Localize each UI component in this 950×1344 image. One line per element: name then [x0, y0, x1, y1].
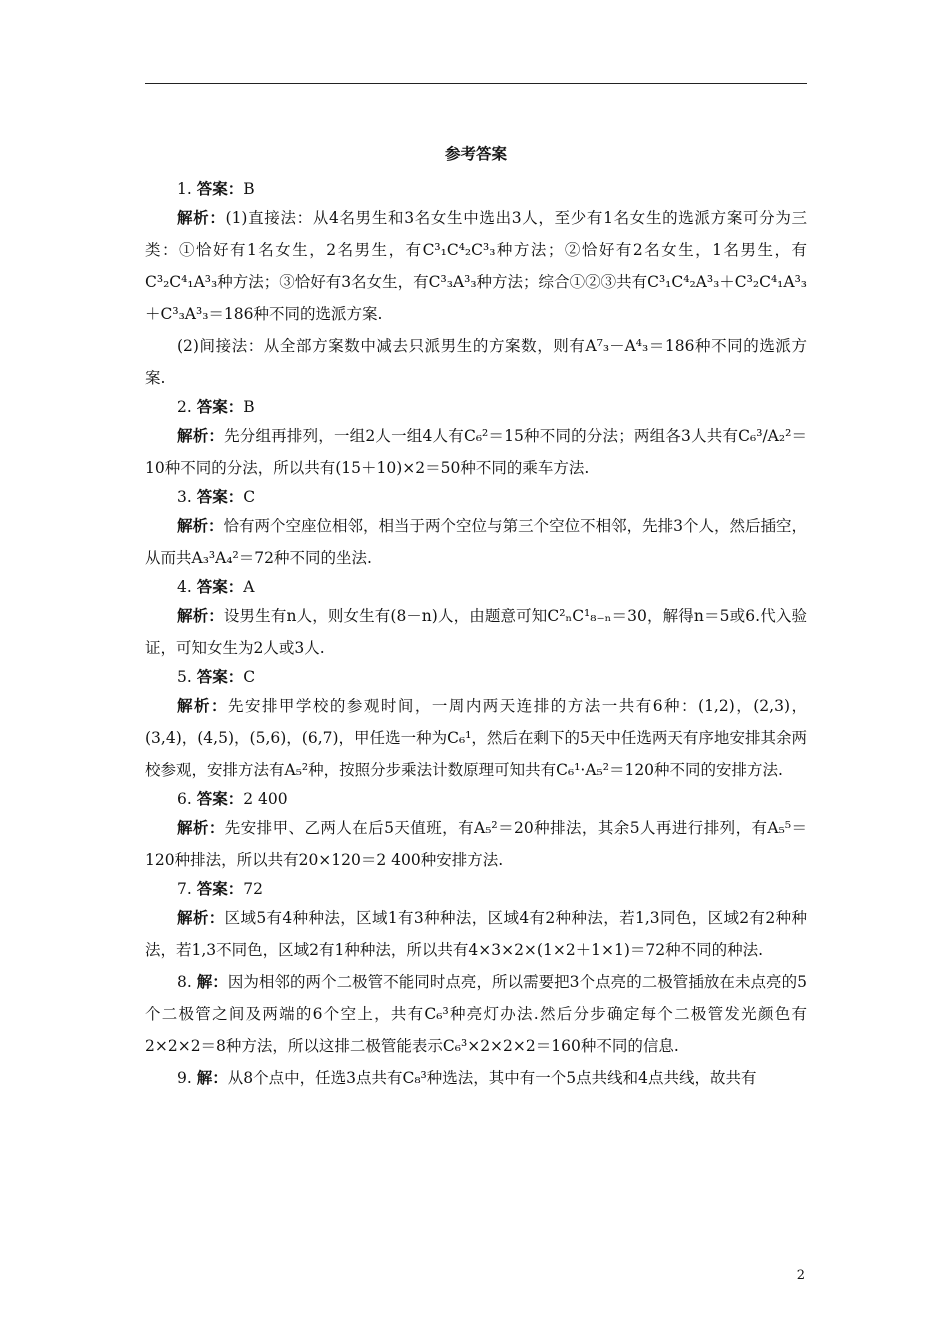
explanation-6: 解析：先安排甲、乙两人在后5天值班，有A₅²＝20种排法，其余5人再进行排列，有A₅⁵＝120种排法，所以共有20×120＝2 400种安排方法. [145, 818, 807, 869]
explanation-7: 解析：区域5有4种种法，区域1有3种种法，区域4有2种种法，若1,3同色，区域2有2种种法，若1,3不同色，区域2有1种种法，所以共有4×3×2×(1×2＋1×1)＝72种不同的种法. [145, 908, 807, 959]
page-number: 2 [796, 1268, 805, 1283]
explanation-4: 解析：设男生有n人，则女生有(8－n)人，由题意可知C²ₙC¹₈₋ₙ＝30，解得n＝5或6.代入验证，可知女生为2人或3人. [145, 606, 807, 657]
explanation-3: 解析：恰有两个空座位相邻，相当于两个空位与第三个空位不相邻，先排3个人，然后插空，从而共A₃³A₄²＝72种不同的坐法. [145, 516, 807, 567]
answer-list [145, 176, 807, 1094]
explanation-2: 解析：先分组再排列，一组2人一组4人有C₆²＝15种不同的分法；两组各3人共有C₆³/A₂²＝10种不同的分法，所以共有(15＋10)×2＝50种不同的乘车方法. [145, 426, 807, 477]
answer-3: 3. 答案：C [177, 487, 256, 506]
answer-4: 4. 答案：A [177, 577, 255, 596]
explanation-5: 解析：先安排甲学校的参观时间，一周内两天连排的方法一共有6种：(1,2)，(2,3)，(3,4)，(4,5)，(5,6)，(6,7)，甲任选一种为C₆¹，然后在剩下的5天中任选两天有序地安排其余两校参观，安排方法有A₅²种，按照分步乘法计数原理可知共有C₆¹·A₅²＝120种不同的安排方法. [145, 696, 807, 779]
explanation-1: 解析：(1)直接法：从4名男生和3名女生中选出3人，至少有1名女生的选派方案可分为三类：①恰好有1名女生，2名男生，有C³₁C⁴₂C³₃种方法；②恰好有2名女生，1名男生，有C³₂C⁴₁A³₃种方法；③恰好有3名女生，有C³₃A³₃种方法；综合①②③共有C³₁C⁴₂A³₃＋C³₂C⁴₁A³₃＋C³₃A³₃＝186种不同的选派方案. [145, 208, 807, 323]
solution-9: 9. 解：从8个点中，任选3点共有C₈³种选法，其中有一个5点共线和4点共线，故共有 [177, 1068, 757, 1087]
header-rule [145, 83, 807, 84]
answer-5: 5. 答案：C [177, 667, 256, 686]
answer-6: 6. 答案：2 400 [177, 789, 288, 808]
answer-1: 1. 答案：B [177, 179, 255, 198]
answer-7: 7. 答案：72 [177, 879, 263, 898]
solution-8: 8. 解：因为相邻的两个二极管不能同时点亮，所以需要把3个点亮的二极管插放在未点亮的5个二极管之间及两端的6个空上，共有C₆³种亮灯办法.然后分步确定每个二极管发光颜色有2×2×2＝8种方法，所以这排二极管能表示C₆³×2×2×2＝160种不同的信息. [145, 972, 807, 1055]
explanation-1b: (2)间接法：从全部方案数中减去只派男生的方案数，则有A⁷₃－A⁴₃＝186种不同的选派方案. [145, 337, 807, 387]
answer-2: 2. 答案：B [177, 397, 255, 416]
document-body [145, 142, 807, 1094]
page-title: 参考答案 [444, 144, 507, 163]
